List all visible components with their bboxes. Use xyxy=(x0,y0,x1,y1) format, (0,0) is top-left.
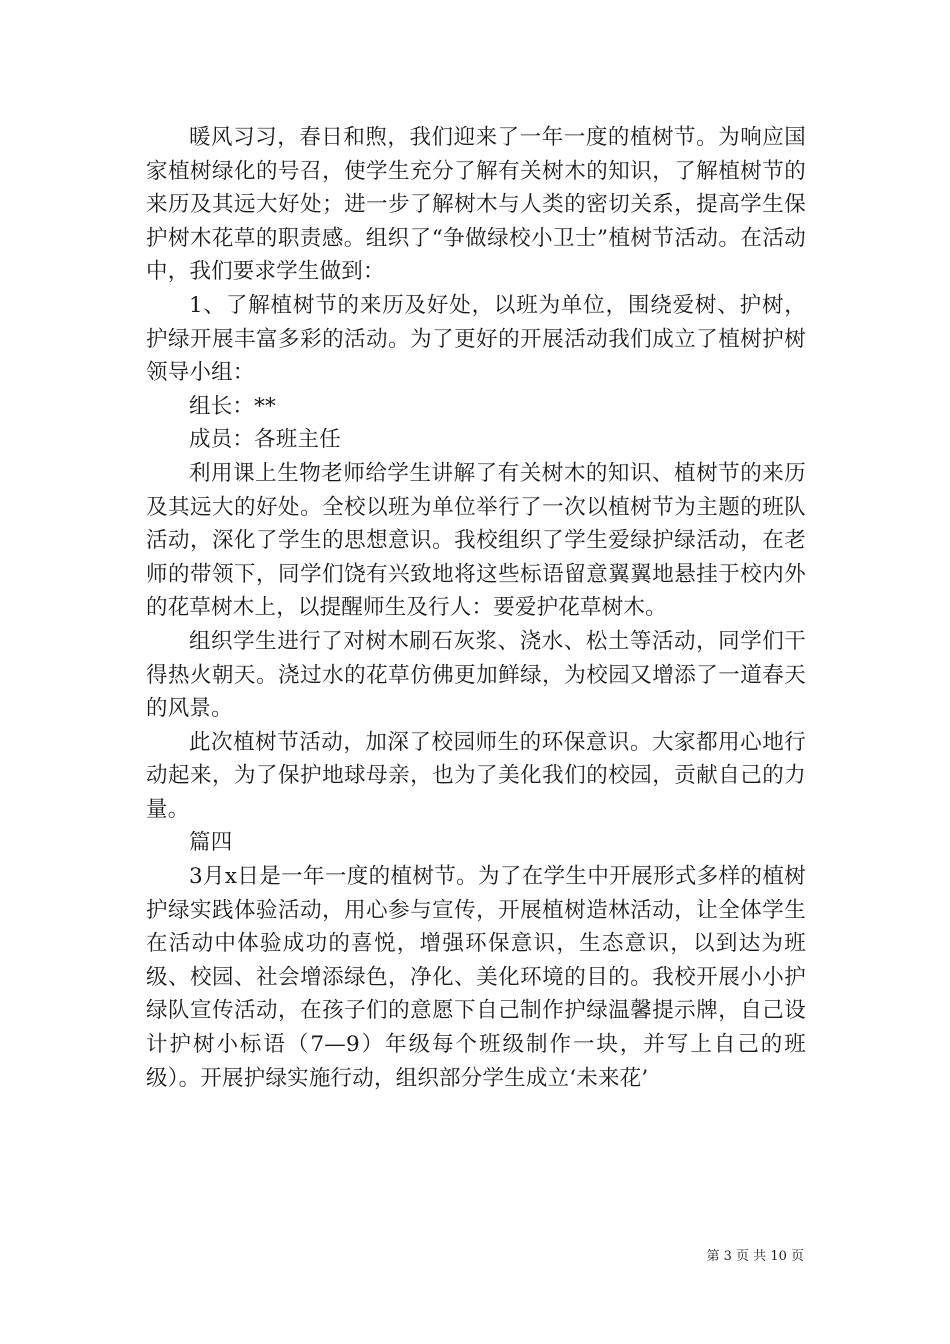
page-number: 第 3 页 共 10 页 xyxy=(706,1249,804,1264)
document-body xyxy=(146,121,806,1095)
paragraph-activities: 组织学生进行了对树木刷石灰浆、浇水、松土等活动，同学们干得热火朝天。浇过水的花草仿佛更加鲜绿，为校园又增添了一道春天的风景。 xyxy=(146,628,806,722)
paragraph-summary: 此次植树节活动，加深了校园师生的环保意识。大家都用心地行动起来，为了保护地球母亲，也为了美化我们的校园，贡献自己的力量。 xyxy=(146,729,806,822)
paragraph-members: 成员：各班主任 xyxy=(189,427,341,453)
paragraph-intro: 暖风习习，春日和煦，我们迎来了一年一度的植树节。为响应国家植树绿化的号召，使学生充分了解有关树木的知识，了解植树节的来历及其远大好处；进一步了解树木与人类的密切关系，提高学生保护树木花草的职责感。组织了“争做绿校小卫士”植树节活动。在活动中，我们要求学生做到： xyxy=(146,125,806,285)
paragraph-group-leader: 组长：** xyxy=(189,393,277,419)
section-heading: 篇四 xyxy=(189,830,233,856)
paragraph-item-1: 1、了解植树节的来历及好处，以班为单位，围绕爱树、护树，护绿开展丰富多彩的活动。为了更好的开展活动我们成立了植树护树领导小组： xyxy=(146,292,806,386)
paragraph-lesson: 利用课上生物老师给学生讲解了有关树木的知识、植树节的来历及其远大的好处。全校以班为单位举行了一次以植树节为主题的班队活动，深化了学生的思想意识。我校组织了学生爱绿护绿活动，在老师的带领下，同学们饶有兴致地将这些标语留意翼翼地悬挂于校内外的花草树木上，以提醒师生及行人：要爱护花草树木。 xyxy=(146,460,806,621)
paragraph-section-four: 3月x日是一年一度的植树节。为了在学生中开展形式多样的植树护绿实践体验活动，用心参与宣传，开展植树造林活动，让全体学生在活动中体验成功的喜悦，增强环保意识，生态意识，以到达为班级、校园、社会增添绿色，净化、美化环境的目的。我校开展小小护绿队宣传活动，在孩子们的意愿下自己制作护绿温馨提示牌，自己设计护树小标语（7—9）年级每个班级制作一块，并写上自己的班级）。开展护绿实施行动，组织部分学生成立‘未来花’ xyxy=(146,864,806,1091)
